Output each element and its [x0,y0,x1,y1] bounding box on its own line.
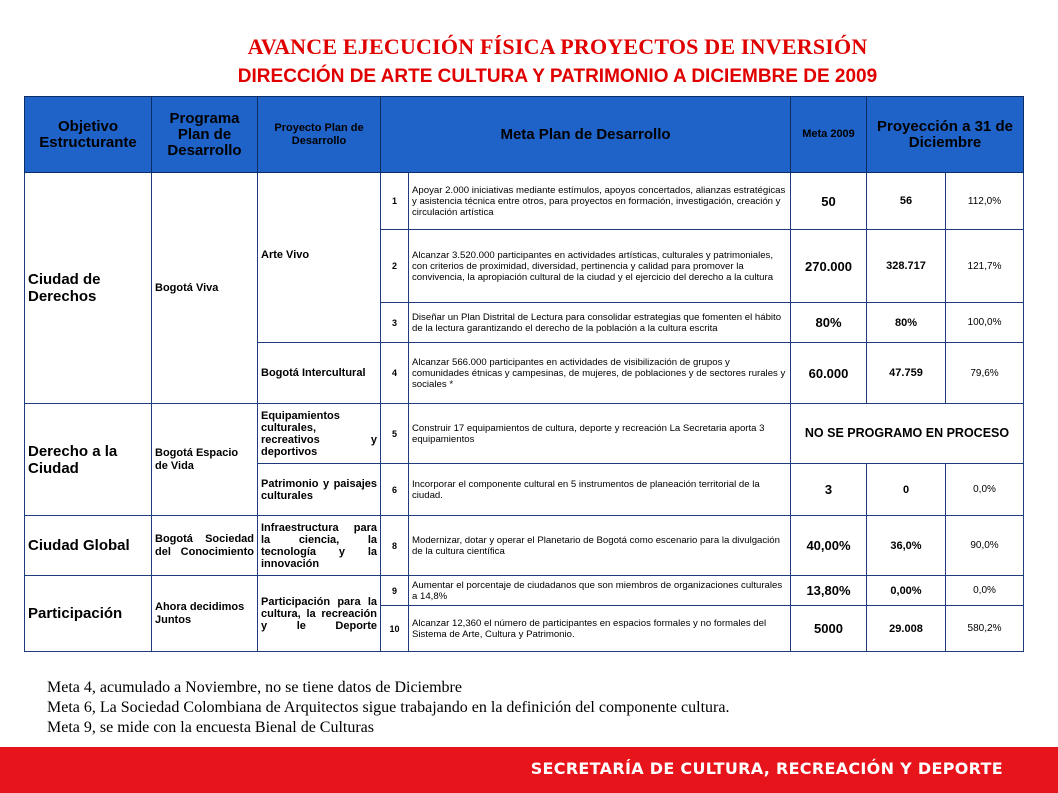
meta-number: 10 [381,606,409,652]
meta-description: Alcanzar 566.000 participantes en actividades de visibilización de grupos y comunidades étnicas y campesinas, de mujeres, de poblaciones y de sectores rurales y sociales * [409,343,791,404]
proyeccion-value: 47.759 [867,343,946,404]
meta-description: Apoyar 2.000 iniciativas mediante estímulos, apoyos concertados, alianzas estratégicas y asistencia técnica entre otros, para proyectos en formación, investigación, creación y circulación artística [409,173,791,230]
page-subtitle: DIRECCIÓN DE ARTE CULTURA Y PATRIMONIO A DICIEMBRE DE 2009 [237,66,878,87]
meta-2009-value: 5000 [791,606,867,652]
meta-description: Aumentar el porcentaje de ciudadanos que son miembros de organizaciones culturales a 14,8% [409,576,791,606]
percent-value: 90,0% [946,516,1024,576]
meta-number: 4 [381,343,409,404]
meta-description: Diseñar un Plan Distrital de Lectura para consolidar estrategias que fomenten el hábito de la lectura garantizando el derecho de la población a la cultura escrita [409,303,791,343]
objetivo-cell: Ciudad Global [25,516,152,576]
status-badge: NO SE PROGRAMO EN PROCESO [791,404,1024,464]
programa-cell: Bogotá Sociedad del Conocimiento [152,516,258,576]
header-meta-2009: Meta 2009 [791,97,867,173]
programa-cell: Ahora decidimos Juntos [152,576,258,652]
meta-2009-value: 13,80% [791,576,867,606]
header-programa: Programa Plan de Desarrollo [152,97,258,173]
footnotes [47,678,729,738]
footnote: Meta 9, se mide con la encuesta Bienal de Culturas [47,719,375,736]
objetivo-cell: Derecho a la Ciudad [25,404,152,516]
percent-value: 121,7% [946,230,1024,303]
meta-number: 9 [381,576,409,606]
proyecto-cell: Bogotá Intercultural [258,343,381,404]
programa-cell: Bogotá Espacio de Vida [152,404,258,516]
page-title: AVANCE EJECUCIÓN FÍSICA PROYECTOS DE INVERSIÓN [247,34,868,59]
proyeccion-value: 328.717 [867,230,946,303]
footer-bar [0,747,1058,793]
percent-value: 100,0% [946,303,1024,343]
meta-2009-value: 3 [791,464,867,516]
proyeccion-value: 29.008 [867,606,946,652]
proyeccion-value: 56 [867,173,946,230]
programa-cell: Bogotá Viva [152,173,258,404]
meta-2009-value: 50 [791,173,867,230]
meta-2009-value: 270.000 [791,230,867,303]
progress-table [24,96,1024,652]
meta-2009-value: 80% [791,303,867,343]
meta-number: 2 [381,230,409,303]
header-row [25,97,1024,173]
objetivo-cell: Ciudad de Derechos [25,173,152,404]
meta-number: 5 [381,404,409,464]
header-proyeccion: Proyección a 31 de Diciembre [867,97,1024,173]
table-row [25,404,1024,464]
objetivo-cell: Participación [25,576,152,652]
percent-value: 0,0% [946,576,1024,606]
table-row [25,173,1024,230]
proyeccion-value: 80% [867,303,946,343]
proyecto-cell: Arte Vivo [258,173,381,343]
meta-number: 1 [381,173,409,230]
proyecto-cell: Equipamientos culturales, recreativos y deportivos [258,404,381,464]
proyecto-cell: Patrimonio y paisajes culturales [258,464,381,516]
proyecto-cell: Participación para la cultura, la recreación y le Deporte [258,576,381,652]
table-row [25,516,1024,576]
meta-number: 6 [381,464,409,516]
percent-value: 79,6% [946,343,1024,404]
proyeccion-value: 36,0% [867,516,946,576]
progress-table-container [24,96,1023,652]
meta-description: Incorporar el componente cultural en 5 instrumentos de planeación territorial de la ciudad. [409,464,791,516]
header-objetivo: Objetivo Estructurante [25,97,152,173]
proyeccion-value: 0 [867,464,946,516]
meta-2009-value: 40,00% [791,516,867,576]
header-proyecto: Proyecto Plan de Desarrollo [258,97,381,173]
meta-description: Construir 17 equipamientos de cultura, deporte y recreación La Secretaria aporta 3 equipamientos [409,404,791,464]
percent-value: 0,0% [946,464,1024,516]
footnote: Meta 6, La Sociedad Colombiana de Arquitectos sigue trabajando en la definición del componente cultura. [47,699,730,716]
meta-2009-value: 60.000 [791,343,867,404]
percent-value: 112,0% [946,173,1024,230]
proyecto-cell: Infraestructura para la ciencia, la tecnología y la innovación [258,516,381,576]
percent-value: 580,2% [946,606,1024,652]
meta-description: Alcanzar 12,360 el número de participantes en espacios formales y no formales del Sistema de Arte, Cultura y Patrimonio. [409,606,791,652]
meta-number: 8 [381,516,409,576]
meta-description: Alcanzar 3.520.000 participantes en actividades artísticas, culturales y patrimoniales, con criterios de proximidad, diversidad, pertinencia y calidad para promover la convivencia, la apropiación cultural de la ciudad y el ejercicio del derecho a la cultura [409,230,791,303]
proyeccion-value: 0,00% [867,576,946,606]
footnote: Meta 4, acumulado a Noviembre, no se tiene datos de Diciembre [47,679,462,696]
meta-description: Modernizar, dotar y operar el Planetario de Bogotá como escenario para la divulgación de la cultura científica [409,516,791,576]
header-meta-plan: Meta Plan de Desarrollo [381,97,791,173]
footer-text: SECRETARÍA DE CULTURA, RECREACIÓN Y DEPORTE [530,759,1003,778]
table-row [25,576,1024,606]
meta-number: 3 [381,303,409,343]
